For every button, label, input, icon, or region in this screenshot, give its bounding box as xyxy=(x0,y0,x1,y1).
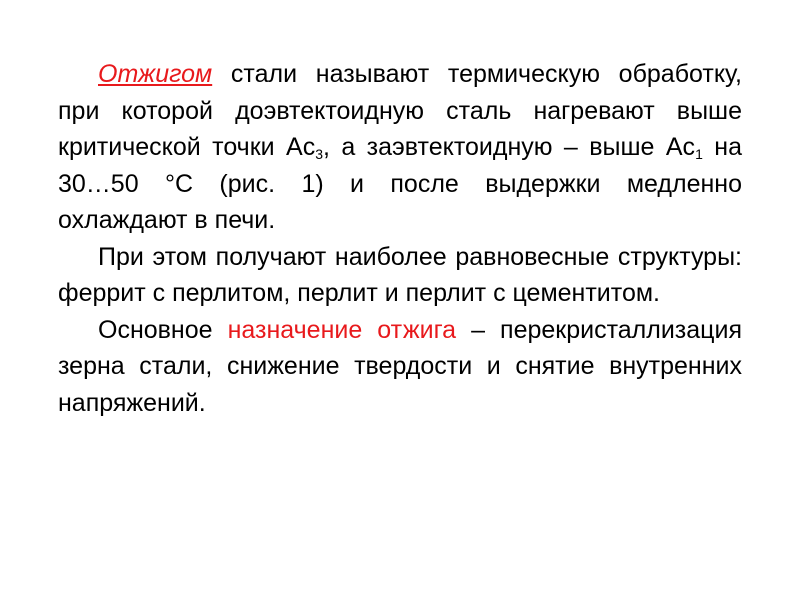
purpose-highlight: назначение отжига xyxy=(227,315,457,344)
purpose-text-part-2: – перекристаллизация зерна стали, снижение твердости и снятие внутренних напряжений. xyxy=(58,315,742,417)
purpose-text-part-1: Основное xyxy=(98,315,228,344)
definition-text-part-2: , а заэвтектоидную – выше Ас xyxy=(323,133,696,161)
term-annealing: Отжигом xyxy=(98,60,213,88)
slide-content xyxy=(58,56,742,421)
paragraph-structures xyxy=(58,239,742,312)
definition-text-part-1: стали называют термическую обработку, при которой доэвтектоидную сталь нагревают выше критической точки Ас xyxy=(58,60,742,161)
structures-text: При этом получают наиболее равновесные структуры: феррит с перлитом, перлит и перлит с цементитом. xyxy=(58,242,742,307)
paragraph-purpose xyxy=(58,312,742,422)
subscript-ac1: 1 xyxy=(695,146,703,162)
paragraph-annealing-definition xyxy=(58,56,742,239)
definition-text-part-3: на 30…50 °С (рис. 1) и после выдержки медленно охлаждают в печи. xyxy=(58,133,742,234)
subscript-ac3: 3 xyxy=(315,146,323,162)
